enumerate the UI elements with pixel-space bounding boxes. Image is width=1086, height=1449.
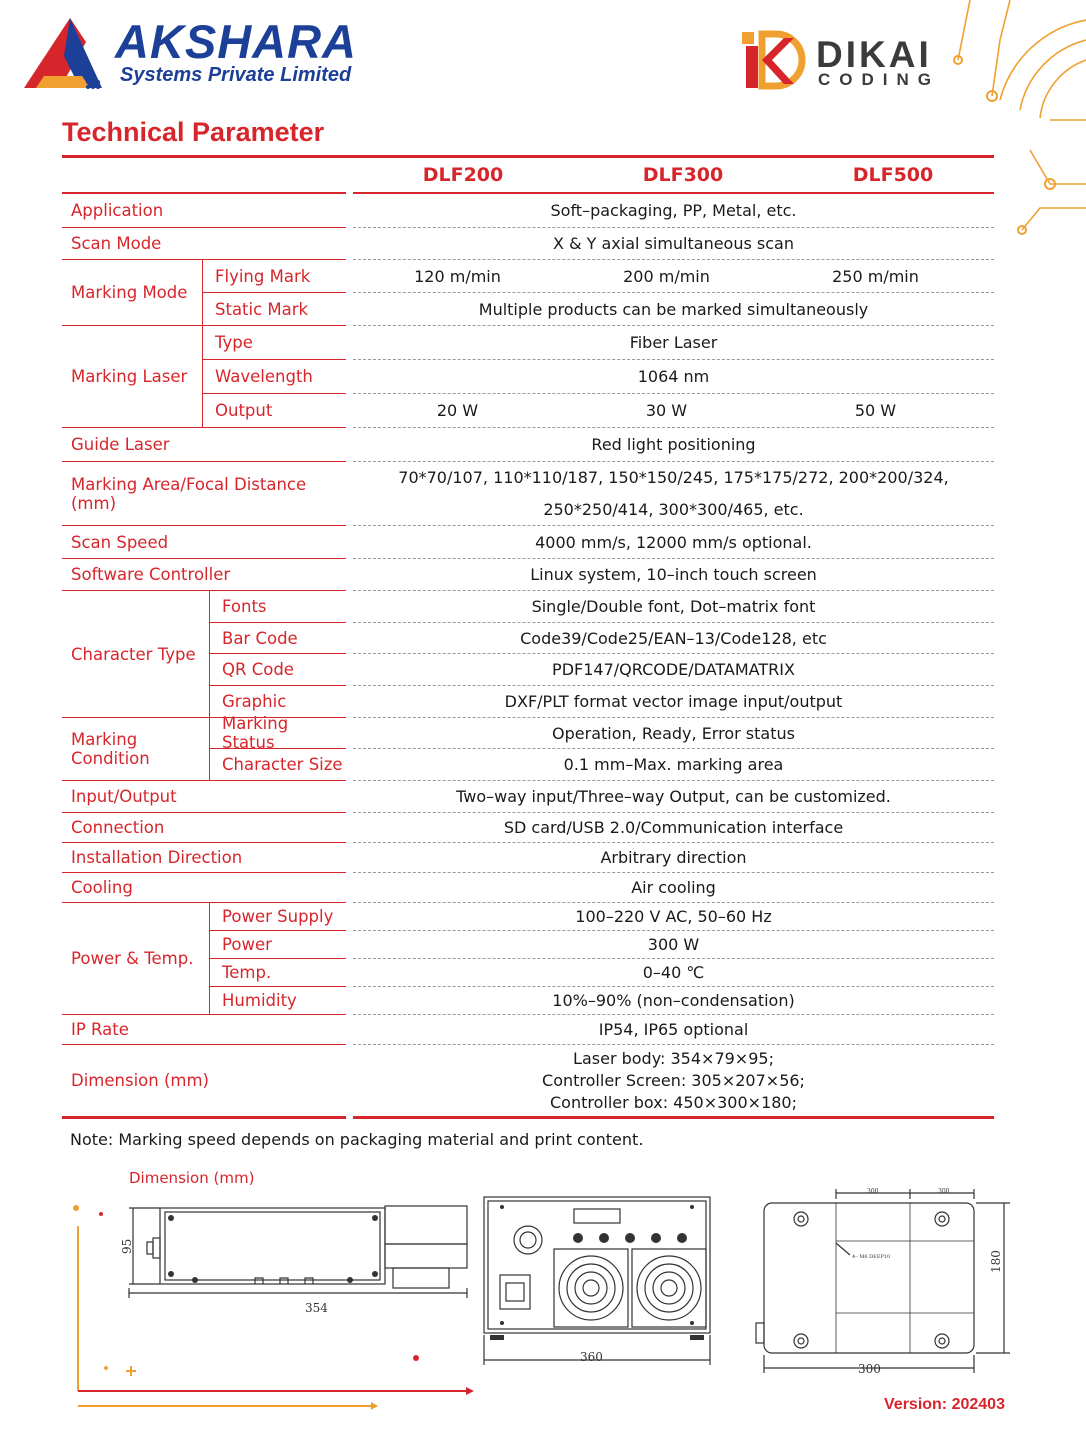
label-installation-direction: Installation Direction bbox=[62, 843, 346, 873]
label-ip-rate: IP Rate bbox=[62, 1015, 346, 1045]
footnote: Note: Marking speed depends on packaging material and print content. bbox=[70, 1130, 644, 1149]
value-input-output: Two–way input/Three–way Output, can be customized. bbox=[353, 781, 994, 813]
label-marking-condition: Marking Condition bbox=[62, 718, 209, 781]
label-scan-speed: Scan Speed bbox=[62, 526, 346, 559]
box-top-dim-b: 300 bbox=[938, 1188, 950, 1195]
table-row-guide-laser bbox=[62, 428, 994, 462]
label-software-controller: Software Controller bbox=[62, 559, 346, 591]
title-rule bbox=[62, 155, 994, 158]
value-type: Fiber Laser bbox=[353, 326, 994, 360]
value-marking-area-line2: 250*250/414, 300*300/465, etc. bbox=[543, 499, 804, 519]
value-dimension-line1: Laser body: 354×79×95; bbox=[573, 1048, 774, 1068]
value-flying-mark-dlf200: 120 m/min bbox=[414, 266, 501, 286]
laser-body-drawing bbox=[115, 1196, 475, 1324]
box-top-dim-a: 300 bbox=[867, 1188, 879, 1195]
value-marking-area bbox=[353, 462, 994, 526]
model-header-dlf500: DLF500 bbox=[852, 164, 934, 186]
value-graphic: DXF/PLT format vector image input/output bbox=[353, 686, 994, 718]
table-row-power-temp bbox=[62, 903, 994, 1015]
value-output-dlf500: 50 W bbox=[854, 401, 897, 420]
value-dimension-line3: Controller box: 450×300×180; bbox=[549, 1092, 797, 1112]
value-flying-mark-dlf500: 250 m/min bbox=[832, 266, 919, 286]
sublabel-humidity: Humidity bbox=[209, 987, 346, 1015]
value-dimension bbox=[353, 1045, 994, 1119]
sublabel-wavelength: Wavelength bbox=[202, 360, 346, 394]
box-depth-label: 180 bbox=[989, 1250, 1003, 1273]
table-row-cooling bbox=[62, 873, 994, 903]
controller-width-label: 360 bbox=[580, 1350, 603, 1364]
table-row-software-controller bbox=[62, 559, 994, 591]
value-marking-status: Operation, Ready, Error status bbox=[353, 718, 994, 749]
box-width-label: 300 bbox=[858, 1362, 881, 1376]
sublabel-power-supply: Power Supply bbox=[209, 903, 346, 931]
table-row-character-type bbox=[62, 591, 994, 718]
sublabel-graphic: Graphic bbox=[209, 686, 346, 718]
value-marking-area-line1: 70*70/107, 110*110/187, 150*150/245, 175*175/272, 200*200/324, bbox=[398, 467, 949, 487]
value-installation-direction: Arbitrary direction bbox=[353, 843, 994, 873]
page-title: Technical Parameter bbox=[62, 117, 325, 147]
value-output-dlf200: 20 W bbox=[436, 401, 479, 420]
sublabel-power: Power bbox=[209, 931, 346, 959]
label-application: Application bbox=[62, 194, 346, 228]
value-power: 300 W bbox=[353, 931, 994, 959]
label-character-type: Character Type bbox=[62, 591, 209, 718]
sublabel-temp: Temp. bbox=[209, 959, 346, 987]
table-row-marking-mode bbox=[62, 260, 994, 326]
dikai-tagline: CODING bbox=[818, 70, 940, 89]
version-label: Version: 202403 bbox=[884, 1396, 1005, 1413]
dikai-logo-mark bbox=[738, 24, 808, 94]
value-flying-mark-dlf300: 200 m/min bbox=[623, 266, 710, 286]
label-scan-mode: Scan Mode bbox=[62, 228, 346, 260]
akshara-brand: AKSHARA bbox=[115, 15, 357, 68]
label-marking-laser: Marking Laser bbox=[62, 326, 202, 428]
table-row-ip-rate bbox=[62, 1015, 994, 1045]
sublabel-character-size: Character Size bbox=[209, 749, 346, 781]
model-header-dlf300: DLF300 bbox=[642, 164, 724, 186]
value-software-controller: Linux system, 10–inch touch screen bbox=[353, 559, 994, 591]
sublabel-static-mark: Static Mark bbox=[202, 293, 346, 326]
value-connection: SD card/USB 2.0/Communication interface bbox=[353, 813, 994, 843]
sublabel-fonts: Fonts bbox=[209, 591, 346, 623]
value-qr-code: PDF147/QRCODE/DATAMATRIX bbox=[353, 654, 994, 686]
value-temp: 0–40 ℃ bbox=[353, 959, 994, 987]
sublabel-bar-code: Bar Code bbox=[209, 623, 346, 654]
label-marking-area: Marking Area/Focal Distance (mm) bbox=[62, 462, 346, 526]
value-dimension-line2: Controller Screen: 305×207×56; bbox=[542, 1070, 805, 1090]
label-input-output: Input/Output bbox=[62, 781, 346, 813]
laser-height-label: 95 bbox=[120, 1238, 134, 1254]
value-ip-rate: IP54, IP65 optional bbox=[353, 1015, 994, 1045]
value-bar-code: Code39/Code25/EAN–13/Code128, etc bbox=[353, 623, 994, 654]
label-dimension: Dimension (mm) bbox=[62, 1045, 346, 1119]
sublabel-marking-status: Marking Status bbox=[209, 718, 346, 749]
label-guide-laser: Guide Laser bbox=[62, 428, 346, 462]
table-row-marking-condition bbox=[62, 714, 994, 781]
drawings-title: Dimension (mm) bbox=[129, 1169, 255, 1187]
table-row-marking-laser bbox=[62, 326, 994, 428]
dikai-brand: DIKAI bbox=[816, 34, 932, 75]
value-guide-laser: Red light positioning bbox=[353, 428, 994, 462]
table-row-input-output bbox=[62, 781, 994, 813]
value-flying-mark bbox=[353, 260, 994, 293]
table-row-scan-mode bbox=[62, 228, 994, 260]
label-connection: Connection bbox=[62, 813, 346, 843]
value-output-dlf300: 30 W bbox=[645, 401, 688, 420]
table-row-marking-area bbox=[62, 462, 994, 526]
label-marking-mode: Marking Mode bbox=[62, 260, 202, 326]
value-output bbox=[353, 394, 994, 428]
value-application: Soft–packaging, PP, Metal, etc. bbox=[353, 194, 994, 228]
value-character-size: 0.1 mm–Max. marking area bbox=[353, 749, 994, 781]
value-cooling: Air cooling bbox=[353, 873, 994, 903]
label-power-temp: Power & Temp. bbox=[62, 903, 209, 1015]
model-header-dlf200: DLF200 bbox=[422, 164, 504, 186]
sublabel-output: Output bbox=[202, 394, 346, 428]
table-row-scan-speed bbox=[62, 526, 994, 559]
sublabel-type: Type bbox=[202, 326, 346, 360]
table-row-dimension bbox=[62, 1045, 994, 1119]
table-row-installation-direction bbox=[62, 843, 994, 873]
laser-length-label: 354 bbox=[305, 1301, 328, 1315]
controller-front-drawing bbox=[482, 1195, 714, 1370]
label-cooling: Cooling bbox=[62, 873, 346, 903]
controller-box-drawing bbox=[752, 1183, 1022, 1378]
table-row-connection bbox=[62, 813, 994, 843]
value-power-supply: 100–220 V AC, 50–60 Hz bbox=[353, 903, 994, 931]
sublabel-flying-mark: Flying Mark bbox=[202, 260, 346, 293]
sublabel-qr-code: QR Code bbox=[209, 654, 346, 686]
value-scan-speed: 4000 mm/s, 12000 mm/s optional. bbox=[353, 526, 994, 559]
value-wavelength: 1064 nm bbox=[353, 360, 994, 394]
value-static-mark: Multiple products can be marked simultaneously bbox=[353, 293, 994, 326]
value-scan-mode: X & Y axial simultaneous scan bbox=[353, 228, 994, 260]
value-humidity: 10%–90% (non–condensation) bbox=[353, 987, 994, 1015]
box-callout: 4– M6 DEEP10 bbox=[852, 1254, 891, 1260]
value-fonts: Single/Double font, Dot–matrix font bbox=[353, 591, 994, 623]
table-row-application bbox=[62, 194, 994, 228]
akshara-tagline: Systems Private Limited bbox=[120, 64, 352, 86]
